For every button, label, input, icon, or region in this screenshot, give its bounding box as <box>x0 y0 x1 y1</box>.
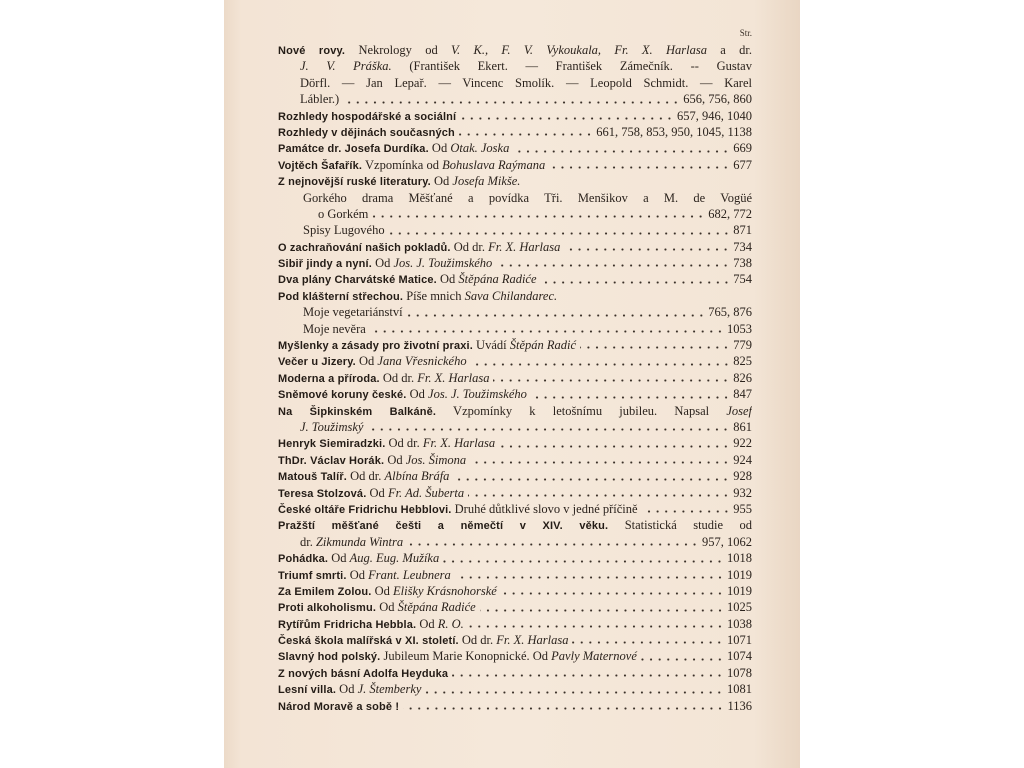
line-text <box>303 222 385 238</box>
page-numbers: 1019 <box>727 583 752 598</box>
toc-subentry <box>278 304 752 320</box>
entry-author: Zikmunda Wintra <box>315 534 404 549</box>
toc-line <box>278 435 752 451</box>
leader-dots <box>531 386 730 402</box>
entry-text: Od <box>428 141 451 156</box>
toc-line <box>278 75 752 91</box>
toc-subentry <box>278 222 752 238</box>
entry-text: Dörfl. — Jan Lepař. — Vincenc Smolík. — Leopold Schmidt. — Karel <box>300 75 752 90</box>
document-page <box>224 0 800 768</box>
line-text <box>278 648 637 664</box>
entry-title: Henryk Siemiradzki. <box>278 438 386 451</box>
entry-author: Štěpána Radiće <box>397 600 476 615</box>
entry-text: Od <box>346 567 369 582</box>
entry-text: Vzpomínky k letošnímu jubileu. Napsal <box>436 403 727 418</box>
entry-text: Moje nevěra <box>303 321 366 336</box>
toc-line <box>278 485 752 501</box>
toc-entry <box>278 485 752 501</box>
entry-title: Večer u Jizery. <box>278 356 356 369</box>
entry-author: Fr. X. Harlasa <box>496 633 569 648</box>
leader-dots <box>370 321 724 337</box>
toc-line <box>278 403 752 419</box>
toc-line <box>278 288 752 304</box>
line-text <box>303 321 366 337</box>
entry-text: Od <box>376 600 398 615</box>
page-numbers: 825 <box>733 354 752 369</box>
entry-text: (František Ekert. — František Zámečník. -- Gustav <box>391 59 752 74</box>
page-numbers: 1071 <box>727 633 752 648</box>
toc-entry <box>278 337 752 353</box>
entry-text: a dr. <box>706 43 752 57</box>
entry-text: Od <box>355 354 378 369</box>
page-numbers: 1038 <box>727 616 752 631</box>
entry-title: Matouš Talíř. <box>278 471 347 484</box>
line-text <box>278 124 455 140</box>
line-text <box>278 157 545 173</box>
entry-text: Od dr. <box>346 469 385 484</box>
entry-author: Josefa Mikše. <box>452 174 521 189</box>
entry-author: Fr. X. Harlasa <box>417 370 490 385</box>
leader-dots <box>470 452 730 468</box>
line-text <box>300 419 363 435</box>
toc-line <box>278 681 752 697</box>
entry-text: Druhé důtklivé slovo v jedné příčině <box>451 501 638 516</box>
entry-title: Sněmové koruny české. <box>278 389 407 402</box>
toc-entry <box>278 255 752 271</box>
leader-dots <box>499 435 730 451</box>
leader-dots <box>642 501 731 517</box>
leader-dots <box>372 206 705 222</box>
toc-entry <box>278 288 752 337</box>
entry-author: J. Štemberky <box>357 682 422 697</box>
toc-entry <box>278 468 752 484</box>
toc-entry <box>278 616 752 632</box>
entry-title: Nové rovy. <box>278 45 346 57</box>
page-numbers: 661, 758, 853, 950, 1045, 1138 <box>596 124 752 139</box>
toc-line <box>278 599 752 615</box>
entry-text: Jubileum Marie Konopnické. Od <box>380 649 552 664</box>
entry-text: Gorkého drama Měšťané a povídka Tři. Menšikov a M. de Vogüé <box>303 190 752 205</box>
entry-text: Vzpomínka od <box>362 157 443 172</box>
toc-entry <box>278 567 752 583</box>
leader-dots <box>459 124 593 140</box>
entry-text: Od dr. <box>458 633 497 648</box>
leader-dots <box>641 648 724 664</box>
leader-dots <box>425 681 724 697</box>
toc-entry <box>278 583 752 599</box>
toc-line <box>278 173 752 189</box>
entry-text: dr. <box>300 534 316 549</box>
leader-dots <box>460 108 674 124</box>
toc-entry <box>278 435 752 451</box>
entry-text: Od <box>336 682 358 697</box>
entry-author: Otak. Joska <box>450 141 510 156</box>
line-text <box>278 485 464 501</box>
page-numbers: 1078 <box>727 665 752 680</box>
toc-line <box>278 58 752 74</box>
page-numbers: 1074 <box>727 649 752 664</box>
entry-author: Sava Chilandarec. <box>464 288 558 303</box>
leader-dots <box>403 698 724 714</box>
toc-entry <box>278 108 752 124</box>
entry-title: ThDr. Václav Horák. <box>278 454 385 467</box>
entry-author: Fr. X. Harlasa <box>422 436 496 451</box>
entry-text: o Gorkém <box>318 206 369 221</box>
toc-line <box>278 648 752 664</box>
line-text <box>278 583 497 599</box>
toc-entry <box>278 648 752 664</box>
toc-line <box>278 386 752 402</box>
line-text <box>278 567 451 583</box>
entry-text: Lábler.) <box>300 92 340 107</box>
entry-author: Jos. J. Toužimského <box>393 256 493 271</box>
leader-dots <box>407 304 706 320</box>
entry-text: Moje vegetariánství <box>303 305 403 320</box>
toc-subentry <box>278 321 752 337</box>
entry-title: Vojtěch Šafařík. <box>278 159 363 172</box>
toc-subentry <box>278 190 752 223</box>
page-numbers: 1081 <box>727 682 752 697</box>
entry-author: R. O. <box>437 616 464 631</box>
entry-title: Myšlenky a zásady pro životní praxi. <box>278 340 473 353</box>
toc-entry <box>278 157 752 173</box>
line-text <box>303 304 403 320</box>
entry-title: Slavný hod polský. <box>278 651 381 664</box>
toc-line <box>278 222 752 238</box>
leader-dots <box>389 222 731 238</box>
leader-dots <box>367 419 730 435</box>
line-text <box>278 386 527 402</box>
toc-line <box>278 583 752 599</box>
page-numbers: 932 <box>733 485 752 500</box>
toc-line <box>278 698 752 714</box>
page-numbers: 1136 <box>727 698 752 713</box>
toc-line <box>278 321 752 337</box>
entry-title: Rozhledy hospodářské a sociální <box>278 110 457 123</box>
page-numbers: 957, 1062 <box>702 534 752 549</box>
toc-entry <box>278 42 752 108</box>
toc-line <box>278 550 752 566</box>
line-text <box>278 452 466 468</box>
page-numbers: 924 <box>733 452 752 467</box>
leader-dots <box>407 534 699 550</box>
entry-title: Moderna a příroda. <box>278 372 380 385</box>
entry-author: Albína Bráfa <box>384 469 450 484</box>
page-numbers: 1053 <box>727 321 752 336</box>
leader-dots <box>493 370 730 386</box>
toc-line <box>278 108 752 124</box>
entry-author: Štěpána Radiće <box>458 272 537 287</box>
toc-entry <box>278 271 752 287</box>
page-numbers: 826 <box>733 370 752 385</box>
entry-text: Od <box>366 485 388 500</box>
entry-title: Proti alkoholismu. <box>278 602 377 615</box>
leader-dots <box>541 271 731 287</box>
toc-line <box>278 255 752 271</box>
entry-title: Dva plány Charvátské Matice. <box>278 274 437 287</box>
line-text <box>278 255 492 271</box>
entry-text: Od <box>328 551 350 566</box>
page-numbers: 738 <box>733 256 752 271</box>
line-text <box>300 534 403 550</box>
leader-dots <box>455 567 724 583</box>
line-text <box>278 337 576 353</box>
entry-title: Triumf smrti. <box>278 569 347 582</box>
leader-dots <box>496 255 730 271</box>
toc-line <box>278 567 752 583</box>
line-text <box>278 632 568 648</box>
toc-line <box>278 419 752 435</box>
toc-line <box>278 665 752 681</box>
leader-dots <box>468 485 730 501</box>
entry-author: Josef <box>726 403 752 418</box>
entry-title: České oltáře Fridrichu Hebblovi. <box>278 503 452 516</box>
leader-dots <box>480 599 724 615</box>
entry-text: Od <box>406 387 429 402</box>
entry-author: Elišky Krásnohorské <box>393 583 497 598</box>
page-numbers: 669 <box>733 141 752 156</box>
line-text <box>278 681 421 697</box>
toc-line <box>278 501 752 517</box>
toc-entry <box>278 403 752 436</box>
toc-entry <box>278 124 752 140</box>
entry-title: Pod klášterní střechou. <box>278 290 404 303</box>
leader-dots <box>452 665 724 681</box>
page-numbers: 779 <box>733 338 752 353</box>
page-numbers: 656, 756, 860 <box>683 92 752 107</box>
line-text <box>300 91 339 107</box>
line-text <box>278 599 476 615</box>
line-text <box>278 550 439 566</box>
entry-author: V. K., F. V. Vykoukala, Fr. X. Harlasa <box>451 43 707 57</box>
entry-title: Sibiř jindy a nyní. <box>278 258 372 271</box>
line-text <box>303 190 752 206</box>
page-column-header: Str. <box>739 28 752 38</box>
entry-title: Národ Moravě a sobě ! <box>278 700 400 713</box>
line-text <box>278 288 557 304</box>
toc-entry <box>278 632 752 648</box>
leader-dots <box>501 583 724 599</box>
entry-title: O zachraňování našich pokladů. <box>278 241 451 254</box>
page-numbers: 847 <box>733 387 752 402</box>
toc-entry <box>278 599 752 615</box>
entry-author: Jos. Šimona <box>405 452 467 467</box>
entry-author: Aug. Eug. Mužíka <box>349 551 440 566</box>
page-numbers: 734 <box>733 239 752 254</box>
leader-dots <box>572 632 724 648</box>
line-text <box>278 239 560 255</box>
line-text <box>278 698 399 714</box>
entry-text: Statistická studie od <box>608 518 752 533</box>
line-text <box>278 271 537 287</box>
line-text <box>278 665 448 681</box>
line-text <box>278 353 467 369</box>
toc-line <box>278 42 752 58</box>
page-numbers: 682, 772 <box>708 206 752 221</box>
page-numbers: 928 <box>733 469 752 484</box>
toc-line <box>278 616 752 632</box>
line-text <box>318 206 368 222</box>
page-numbers: 1019 <box>727 567 752 582</box>
page-numbers: 1025 <box>727 600 752 615</box>
toc-entry <box>278 386 752 402</box>
entry-text: Píše mnich <box>403 288 465 303</box>
entry-text: Od dr. <box>450 239 489 254</box>
entry-author: Frant. Leubnera <box>368 567 451 582</box>
leader-dots <box>513 140 730 156</box>
entry-title: Teresa Stolzová. <box>278 487 367 500</box>
entry-title: Česká škola malířská v XI. století. <box>278 635 459 648</box>
entry-title: Pohádka. <box>278 553 329 566</box>
toc-entry <box>278 239 752 255</box>
entry-title: Lesní villa. <box>278 684 337 697</box>
leader-dots <box>453 468 730 484</box>
line-text <box>278 403 752 419</box>
toc-line <box>278 337 752 353</box>
toc-line <box>278 124 752 140</box>
entry-author: Fr. Ad. Šuberta <box>387 485 465 500</box>
toc-entry <box>278 353 752 369</box>
line-text <box>300 75 752 91</box>
toc-entry <box>278 140 752 156</box>
entry-text: Nekrology od <box>345 43 452 57</box>
entry-text: Od <box>416 616 438 631</box>
entry-author: Fr. X. Harlasa <box>488 239 561 254</box>
entry-author: Bohuslava Raýmana <box>442 157 546 172</box>
line-text <box>278 108 456 124</box>
line-text <box>278 468 449 484</box>
line-text <box>300 58 752 74</box>
page-numbers: 955 <box>733 501 752 516</box>
entry-text: Uvádí <box>472 338 510 353</box>
entry-text: Od dr. <box>379 370 418 385</box>
toc-list <box>278 42 752 714</box>
toc-line <box>278 370 752 386</box>
page-numbers: 871 <box>733 223 752 238</box>
entry-text: Od <box>430 174 453 189</box>
entry-title: Pražští měšťané češti a němečtí v XIV. věku. <box>278 520 609 533</box>
entry-text: Od <box>436 272 459 287</box>
leader-dots <box>468 616 724 632</box>
line-text <box>278 173 520 189</box>
entry-title: Rytířům Fridricha Hebbla. <box>278 618 417 631</box>
leader-dots <box>343 91 680 107</box>
entry-author: Jos. J. Toužimského <box>428 387 527 402</box>
entry-title: Na Šipkinském Balkáně. <box>278 405 437 418</box>
entry-title: Památce dr. Josefa Durdíka. <box>278 143 429 156</box>
toc-line <box>278 632 752 648</box>
line-text <box>278 501 638 517</box>
page-numbers: 657, 946, 1040 <box>677 108 752 123</box>
toc-entry <box>278 173 752 239</box>
entry-title: Z nových básní Adolfa Heyduka <box>278 667 449 680</box>
toc-line <box>278 157 752 173</box>
entry-text: Od dr. <box>385 436 423 451</box>
leader-dots <box>580 337 730 353</box>
entry-text: Od <box>371 583 393 598</box>
toc-entry <box>278 681 752 697</box>
entry-title: Za Emilem Zolou. <box>278 585 372 598</box>
toc-line <box>278 190 752 206</box>
entry-author: J. Toužimský <box>300 419 364 434</box>
entry-title: Rozhledy v dějinách současných <box>278 126 455 139</box>
toc-line <box>278 517 752 533</box>
toc-entry <box>278 517 752 550</box>
entry-text: Spisy Lugového <box>303 223 385 238</box>
toc-line <box>278 304 752 320</box>
line-text <box>278 370 489 386</box>
leader-dots <box>443 550 724 566</box>
toc-line <box>278 91 752 107</box>
toc-line <box>278 206 752 222</box>
toc-entry <box>278 698 752 714</box>
page-numbers: 1018 <box>727 551 752 566</box>
toc-line <box>278 468 752 484</box>
entry-text: Od <box>384 452 406 467</box>
toc-line <box>278 534 752 550</box>
line-text <box>278 435 495 451</box>
line-text <box>278 140 509 156</box>
entry-author: J. V. Práška. <box>300 59 392 74</box>
toc-entry <box>278 550 752 566</box>
toc-entry <box>278 501 752 517</box>
page-numbers: 677 <box>733 157 752 172</box>
page-numbers: 765, 876 <box>708 305 752 320</box>
page-numbers: 922 <box>733 436 752 451</box>
toc-line <box>278 140 752 156</box>
entry-author: Pavly Maternové <box>551 649 637 664</box>
line-text <box>278 517 752 533</box>
entry-author: Štěpán Radić <box>509 338 577 353</box>
toc-entry <box>278 370 752 386</box>
toc-line <box>278 353 752 369</box>
toc-line <box>278 239 752 255</box>
leader-dots <box>549 157 730 173</box>
leader-dots <box>564 239 730 255</box>
page-numbers: 861 <box>733 419 752 434</box>
toc-line <box>278 452 752 468</box>
toc-line <box>278 271 752 287</box>
toc-entry <box>278 452 752 468</box>
leader-dots <box>471 353 731 369</box>
entry-title: Z nejnovější ruské literatury. <box>278 176 431 189</box>
line-text <box>278 616 464 632</box>
entry-text: Od <box>371 256 394 271</box>
line-text <box>278 42 752 58</box>
page-numbers: 754 <box>733 272 752 287</box>
entry-author: Jana Vřesnického <box>377 354 467 369</box>
toc-entry <box>278 665 752 681</box>
